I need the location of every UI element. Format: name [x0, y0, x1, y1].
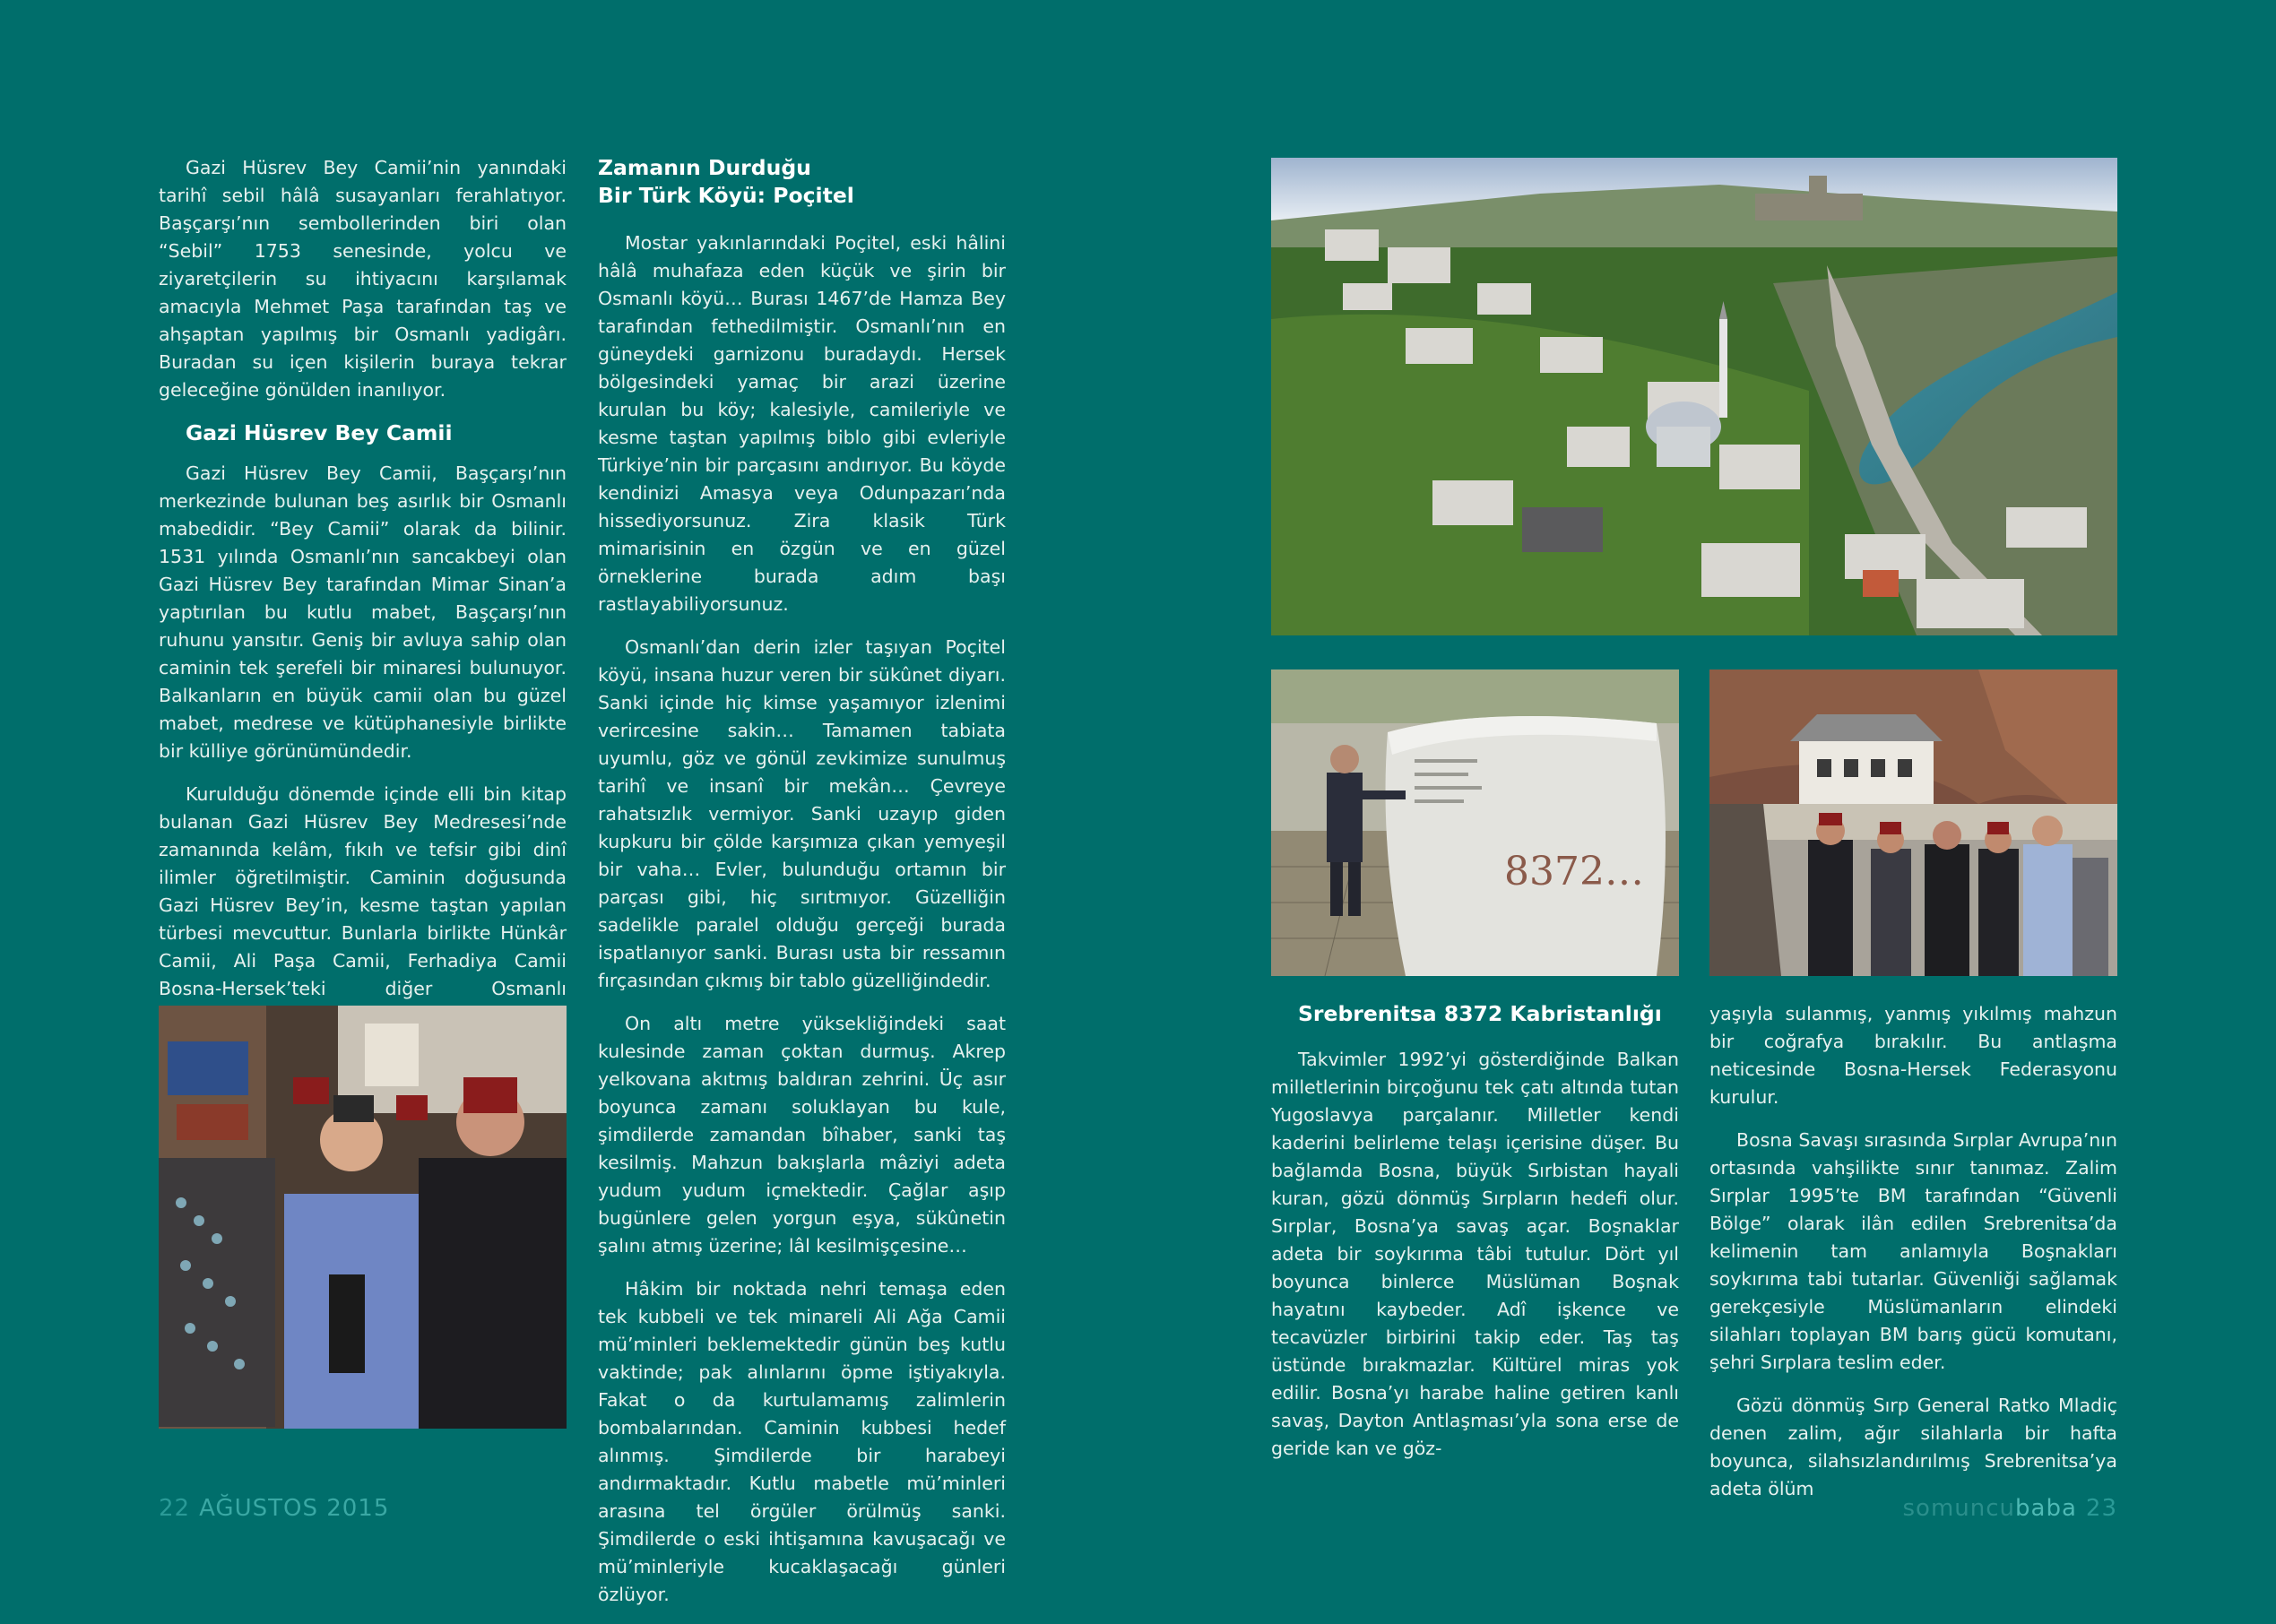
photo-pocitel-village-art — [1271, 158, 2117, 635]
paragraph-federasyon: yaşıyla sulanmış, yanmış yıkılmış mahzun bir coğrafya bırakılır. Bu antlaşma neticesinde Bosna-Hersek Federasyonu kurulur. — [1709, 1003, 2117, 1108]
heading-pocitel-line-1: Zamanın Durduğu — [598, 155, 811, 180]
paragraph-camii: Gazi Hüsrev Bey Camii, Başçarşı’nın merkezinde bulunan beş asırlık bir Osmanlı mabedidir. “Bey Camii” olarak da bilinir. 1531 yılında Osmanlı’nın sancakbeyi olan Gazi Hüsrev Bey tarafından Mimar Sinan’a yaptırılan bu kutlu mabet, Başçarşı’nın ruhunu yansıtır. Geniş bir avluya sahip olan caminin tek şerefeli bir minaresi bulunuyor. Balkanların en büyük camii olan bu güzel mabet, medrese ve kütüphanesiyle birlikte bir külliye görünümündedir. — [159, 462, 567, 762]
paragraph-pocitel-intro: Mostar yakınlarındaki Poçitel, eski hâlini hâlâ muhafaza eden küçük ve şirin bir Osmanlı köyü… Burası 1467’de Hamza Bey tarafından fethedilmiştir. Osmanlı’nın en güneydeki garnizonu buradaydı. Hersek bölgesindeki yamaç bir arazi üzerine kurulan bu köy; kalesiyle, camileriyle ve kesme taştan yapılmış biblo gibi evleriyle Türkiye’nin bir parçasını andırıyor. Bu köyde kendinizi Amasya veya Odunpazarı’nda hissediyorsunuz. Zira klasik Türk mimarisinin en özgün ve en güzel örneklerine burada adım başı rastlayabiliyorsunuz. — [598, 232, 1006, 615]
paragraph-pocitel-sukunet: Osmanlı’dan derin izler taşıyan Poçitel köyü, insana huzur veren bir sükûnet diyarı. Sanki içinde hiç kimse yaşamıyor izlenimi verircesine sakin… Tamamen tabiata uyumlu, göz ve gönül zevkimize sunulmuş tarihî ve insanî bir mekân… Çevreye rahatsızlık vermiyor. Sanki uzayıp giden kupkuru bir çölde karşımıza çıkan yemyeşil bir vaha… Evler, bulunduğu ortamın bir parçası gibi, hiç sırıtmıyor. Güzelliğin sadelikle paralel olduğu gerçeği burada ispatlanıyor sanki. Burası usta bir ressamın fırçasından çıkmış bir tablo güzelliğindedir. — [598, 636, 1006, 991]
page-number-right: 23 — [2085, 1495, 2117, 1522]
paragraph-saat-kulesi: On altı metre yüksekliğindeki saat kulesinde zaman çoktan durmuş. Akrep yelkovana akıtmış baldıran zehrini. Üç asır boyunca zamanı soluklayan bu kule, şimdilerde zamandan bîhaber, sanki taş kesilmiş. Mahzun bakışlarla mâziyi adeta yudum yudum içmektedir. Çağlar aşıp bugünlere gelen yorgun eşya, sükûnetin şalını atmış üzerine; lâl kesilmişçesine… — [598, 1013, 1006, 1257]
paragraph-ali-aga-camii: Hâkim bir noktada nehri temaşa eden tek kubbeli ve tek minareli Ali Ağa Camii mü’minleri beklemektedir günün beş kutlu vaktinde; pak alınlarını öpme iştiyakıyla. Fakat o da kurtulamamış zalimlerin bombalarından. Caminin kubbesi hedef alınmış. Şimdilerde bir harabeyi andırmaktadır. Kutlu mabetle mü’minleri arasına tel örgüler örülmüş sanki. Şimdilerde o eski ihtişamına kavuşacağı ve mü’minleriyle kucaklaşacağı günleri özlüyor. — [598, 1278, 1006, 1605]
photo-bascarsi-market — [159, 1006, 567, 1429]
photo-srebrenitsa-memorial — [1271, 669, 1679, 976]
page-number-left: 22 — [159, 1495, 191, 1522]
heading-pocitel — [598, 154, 1006, 210]
magazine-name-part-1: somuncu — [1902, 1495, 2016, 1522]
photo-blagaj-tekke — [1709, 669, 2117, 976]
photo-pocitel-village — [1271, 158, 2117, 635]
issue-month: AĞUSTOS 2015 — [199, 1495, 390, 1522]
column-2 — [598, 154, 1006, 1624]
paragraph-mladic: Gözü dönmüş Sırp General Ratko Mladiç denen zalim, ağır silahlarla bir hafta boyunca, silahsızlandırılmış Srebrenitsa’ya adeta ölüm — [1709, 1395, 2117, 1499]
paragraph-medrese: Kurulduğu dönemde içinde elli bin kitap bulanan Gazi Hüsrev Bey Medresesi’nde zamanında kelâm, fıkıh ve tefsir gibi dinî ilimler öğretilmiştir. Caminin doğusunda Gazi Hüsrev Bey’in, kesme taştan yapılan türbesi mevcuttur. Bunlarla birlikte Hünkâr Camii, Ali Paşa Camii, Ferhadiya Camii Bosna-Hersek’teki diğer Osmanlı — [159, 783, 567, 999]
heading-gazi-husrev-bey-camii: Gazi Hüsrev Bey Camii — [186, 420, 453, 445]
memorial-inscription: 8372… — [1504, 849, 1644, 894]
photo-blagaj-tekke-art — [1709, 669, 2117, 976]
column-4 — [1709, 1000, 2117, 1518]
column-1 — [159, 154, 567, 1046]
photo-bascarsi-market-art — [159, 1006, 567, 1429]
folio-left — [159, 1495, 389, 1522]
heading-srebrenitsa: Srebrenitsa 8372 Kabristanlığı — [1298, 1001, 1662, 1026]
column-3 — [1271, 1000, 1679, 1478]
paragraph-bosna-savasi: Bosna Savaşı sırasında Sırplar Avrupa’nın ortasında vahşilikte sınır tanımaz. Zalim Sırplar 1995’te BM tarafından “Güvenli Bölge” olarak ilân edilen Srebrenitsa’da kelimenin tam anlamıyla Boşnakları soykırıma tabi tutarlar. Güvenliği sağlamak gerekçesiyle Müslümanların elindeki silahları toplayan BM barış gücü komutanı, şehri Sırplara teslim eder. — [1709, 1129, 2117, 1373]
paragraph-yugoslavya: Takvimler 1992’yi gösterdiğinde Balkan milletlerinin birçoğunu tek çatı altında tutan Yugoslavya parçalanır. Milletler kendi kaderini belirleme telaşı içerisine düşer. Bu bağlamda Bosna, büyük Sırbistan hayali kuran, gözü dönmüş Sırpların hedefi olur. Sırplar, Bosna’ya savaş açar. Boşnaklar adeta bir soykırıma tâbi tutulur. Dört yıl boyunca binlerce Müslüman Boşnak hayatını kaybeder. Adî işkence ve tecavüzler birbirini takip eder. Taş taş üstünde bırakmazlar. Kültürel miras yok edilir. Bosna’yı harabe haline getiren kanlı savaş, Dayton Antlaşması’yla sona erse de geride kan ve göz- — [1271, 1049, 1679, 1459]
folio-right — [1903, 1495, 2117, 1522]
photo-srebrenitsa-memorial-art — [1271, 669, 1679, 976]
heading-pocitel-line-2: Bir Türk Köyü: Poçitel — [598, 183, 854, 208]
magazine-name-part-2: baba — [2015, 1495, 2077, 1522]
paragraph-sebil: Gazi Hüsrev Bey Camii’nin yanındaki tarihî sebil hâlâ susayanları ferahlatıyor. Başçarşı’nın sembollerinden biri olan “Sebil” 1753 senesinde, yolcu ve ziyaretçilerin su ihtiyacını karşılamak amacıyla Mehmet Paşa tarafından taş ve ahşaptan yapılmış bir Osmanlı yadigârı. Buradan su içen kişilerin buraya tekrar geleceğine gönülden inanılıyor. — [159, 157, 567, 401]
